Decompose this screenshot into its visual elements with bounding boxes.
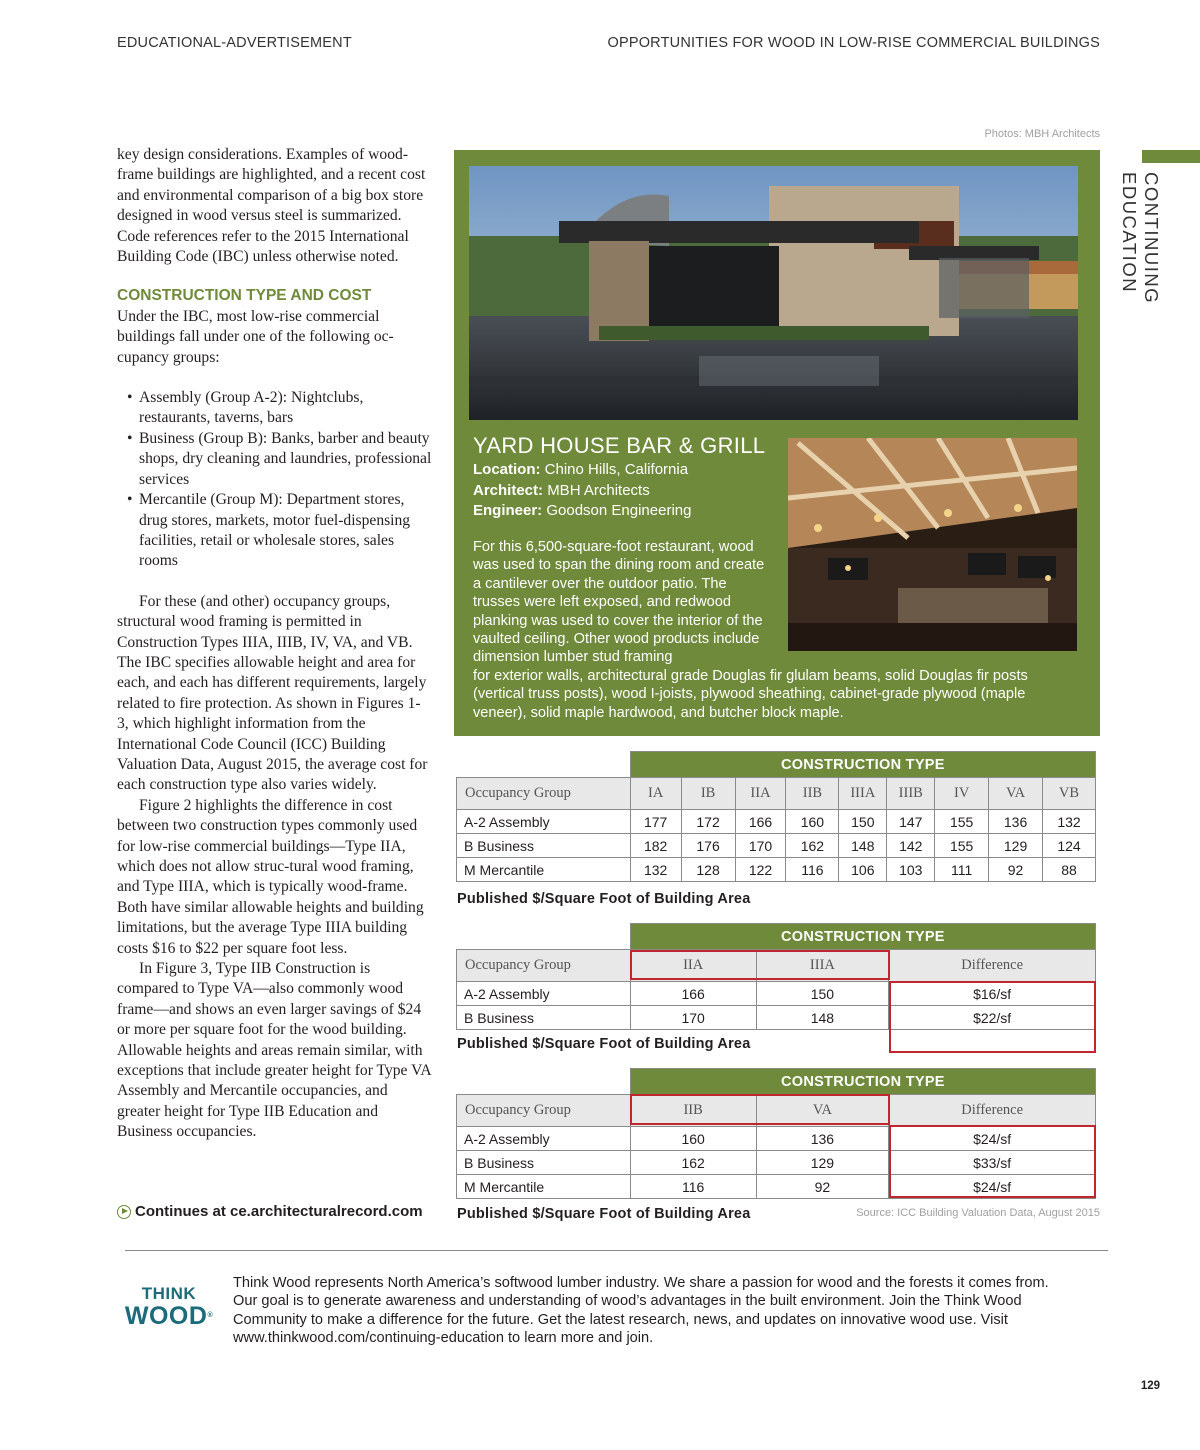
footer-blurb: Think Wood represents North America’s softwood lumber industry. We share a passion for wood and the forests it comes from. Our goal is to generate awareness and understanding of wood’s advantages in the built environment. Join the Think Wood Community to make a difference for the future. Get the latest research, news, and updates on innovative wood use. Visit www.thinkwood.com/continuing-education to learn more and join. xyxy=(233,1275,1049,1346)
table-cell: 116 xyxy=(630,1175,756,1199)
table-cell: A-2 Assembly xyxy=(457,810,631,834)
table-cell: B Business xyxy=(457,1151,631,1175)
column-header: VA xyxy=(989,778,1043,810)
think-wood-logo xyxy=(119,1284,219,1328)
paragraph: Figure 2 highlights the difference in cost between two construction types commonly used for low-rise commercial buildings—Type IIA, which does not allow struc-tural wood framing, and Type IIIA, which is typically wood-frame. Both have similar allowable heights and building limitations, but the average Type IIIA building costs $16 to $22 per square foot less. xyxy=(117,796,424,957)
table-cell: 162 xyxy=(786,834,839,858)
architect-label: Architect: xyxy=(473,481,544,499)
occupancy-list xyxy=(127,388,432,572)
case-study-description xyxy=(473,538,1073,722)
column-header: Occupancy Group xyxy=(457,778,631,810)
location-value: Chino Hills, California xyxy=(544,461,689,478)
column-header: IIA xyxy=(735,778,786,810)
column-header: IIB xyxy=(630,1095,756,1127)
table-header-row xyxy=(457,778,1096,810)
continues-link[interactable] xyxy=(117,1203,423,1220)
table-row xyxy=(457,858,1096,882)
case-study-credits xyxy=(473,460,691,522)
page-number: 129 xyxy=(1140,1380,1160,1392)
table-cell: 147 xyxy=(887,810,935,834)
list-item: • Assembly (Group A-2): Nightclubs, restaurants, taverns, bars xyxy=(127,388,432,429)
paragraph: For these (and other) occupancy groups, structural wood framing is permitted in Construction Types IIIA, IIIB, IV, VA, and VB. The IBC specifies allowable height and area for each, and each has different requirements, largely related to fire protection. As shown in Figures 1-3, which highlight information from the International Code Council (ICC) Building Valuation Data, August 2015, the average cost for each construction type also varies widely. xyxy=(117,592,428,794)
table-cell: 150 xyxy=(756,982,889,1006)
column-header: IIIA xyxy=(839,778,887,810)
table-cell: 106 xyxy=(839,858,887,882)
play-arrow-icon xyxy=(117,1205,131,1219)
table-cell: 172 xyxy=(681,810,735,834)
table-cell: 129 xyxy=(989,834,1043,858)
column-header: IA xyxy=(630,778,681,810)
table-cell: 162 xyxy=(630,1151,756,1175)
table-band-header: CONSTRUCTION TYPE xyxy=(630,1069,1095,1095)
article-intro: key design considerations. Examples of wood-frame buildings are highlighted, and a recent cost and environmental comparison of a big box store designed in wood versus steel is summarized. Code references refer to the 2015 International Building Code (IBC) unless otherwise noted. xyxy=(117,146,426,266)
highlight-box-types xyxy=(630,1094,890,1125)
table-cell: 150 xyxy=(839,810,887,834)
table-cell: 170 xyxy=(630,1006,756,1030)
description-part-2: for exterior walls, architectural grade Douglas fir glulam beams, solid Douglas fir posts (vertical truss posts), wood I-joists, plywood sheathing, cabinet-grade plywood (maple veneer), solid maple hardwood, and butcher block maple. xyxy=(473,667,1028,721)
side-tab-marker xyxy=(1142,150,1200,163)
table-cell: 136 xyxy=(756,1127,889,1151)
column-header: IIA xyxy=(630,950,756,982)
table-cell: $22/sf xyxy=(889,1006,1096,1030)
table-cell: 122 xyxy=(735,858,786,882)
table-caption: Published $/Square Foot of Building Area xyxy=(457,1036,751,1052)
highlight-box-difference xyxy=(889,1125,1096,1198)
table-cell: $16/sf xyxy=(889,982,1096,1006)
table-spacer xyxy=(457,924,631,950)
table-cell: 111 xyxy=(935,858,989,882)
table-cell: 136 xyxy=(989,810,1043,834)
column-header: IV xyxy=(935,778,989,810)
case-study-title: YARD HOUSE BAR & GRILL xyxy=(473,433,766,458)
table-cell: M Mercantile xyxy=(457,858,631,882)
highlight-box-types xyxy=(630,950,890,980)
column-header: IIIA xyxy=(756,950,889,982)
table-cell: 182 xyxy=(630,834,681,858)
table-cell: M Mercantile xyxy=(457,1175,631,1199)
section-heading: CONSTRUCTION TYPE AND COST xyxy=(117,287,372,305)
table-cell: 155 xyxy=(935,810,989,834)
continues-link-text: Continues at ce.architecturalrecord.com xyxy=(135,1203,423,1220)
list-item: • Mercantile (Group M): Department stores, drug stores, markets, motor fuel-dispensing facilities, retail or wholesale stores, sales rooms xyxy=(127,490,432,572)
logo-wood: WOOD xyxy=(124,1302,208,1330)
case-study-panel xyxy=(454,150,1100,736)
table-cell: 176 xyxy=(681,834,735,858)
table-caption: Published $/Square Foot of Building Area xyxy=(457,891,751,907)
column-header: Difference xyxy=(889,1095,1096,1127)
table-band-header: CONSTRUCTION TYPE xyxy=(630,924,1095,950)
column-header: IB xyxy=(681,778,735,810)
table-cell: A-2 Assembly xyxy=(457,1127,631,1151)
table-cell: 166 xyxy=(735,810,786,834)
table-cell: 116 xyxy=(786,858,839,882)
table-cell: B Business xyxy=(457,1006,631,1030)
table-cell: 160 xyxy=(630,1127,756,1151)
table-cell: 129 xyxy=(756,1151,889,1175)
table-cell: 103 xyxy=(887,858,935,882)
table-row xyxy=(457,810,1096,834)
article-body xyxy=(117,145,432,1143)
table-cell: 177 xyxy=(630,810,681,834)
table-cell: $24/sf xyxy=(889,1175,1096,1199)
table-cell: 128 xyxy=(681,858,735,882)
location-label: Location: xyxy=(473,461,541,478)
side-section-label: CONTINUING EDUCATION xyxy=(1119,172,1162,305)
highlight-box-difference xyxy=(889,981,1096,1053)
table-cell: 88 xyxy=(1043,858,1096,882)
source-note: Source: ICC Building Valuation Data, August 2015 xyxy=(856,1207,1100,1219)
table-cell: B Business xyxy=(457,834,631,858)
column-header: Occupancy Group xyxy=(457,950,631,982)
description-part-1: For this 6,500-square-foot restaurant, wood was used to span the dining room and create a cantilever over the outdoor patio. The trusses were left exposed, and redwood planking was used to cover the interior of the vaulted ceiling. Other wood products include dimension lumber stud framing xyxy=(473,539,765,666)
list-item: • Business (Group B): Banks, barber and beauty shops, dry cleaning and laundries, professional services xyxy=(127,429,432,490)
table-caption: Published $/Square Foot of Building Area xyxy=(457,1206,751,1222)
table-cell: 132 xyxy=(1043,810,1096,834)
column-header: Difference xyxy=(889,950,1096,982)
table-cell: 142 xyxy=(887,834,935,858)
footer-divider xyxy=(125,1250,1108,1251)
table-cell: 170 xyxy=(735,834,786,858)
table-spacer xyxy=(457,752,631,778)
table-cell: 160 xyxy=(786,810,839,834)
paragraph: In Figure 3, Type IIB Construction is compared to Type VA—also commonly wood frame—and shows an even larger savings of $24 or more per square foot for the wood building. Allowable heights and areas remain similar, with exceptions that include greater height for Type VA Assembly and Mercantile occupancies, and greater height for Type IIB Education and Business occupancies. xyxy=(117,960,431,1141)
column-header: IIIB xyxy=(887,778,935,810)
table-cell: $33/sf xyxy=(889,1151,1096,1175)
column-header: VB xyxy=(1043,778,1096,810)
column-header: Occupancy Group xyxy=(457,1095,631,1127)
table-row xyxy=(457,834,1096,858)
logo-registered-mark: ® xyxy=(207,1312,214,1319)
table-cell: 124 xyxy=(1043,834,1096,858)
table-cell: 92 xyxy=(989,858,1043,882)
engineer-value: Goodson Engineering xyxy=(546,502,692,519)
table-cell: 132 xyxy=(630,858,681,882)
logo-think: THINK xyxy=(141,1284,197,1303)
header-section-label: EDUCATIONAL-ADVERTISEMENT xyxy=(117,35,352,51)
table-cell: $24/sf xyxy=(889,1127,1096,1151)
table-cell: 148 xyxy=(839,834,887,858)
table-band-header: CONSTRUCTION TYPE xyxy=(630,752,1095,778)
table-spacer xyxy=(457,1069,631,1095)
engineer-label: Engineer: xyxy=(473,502,543,519)
section-intro: Under the IBC, most low-rise commercial buildings fall under one of the following oc-cupancy groups: xyxy=(117,307,394,366)
table-cell: 92 xyxy=(756,1175,889,1199)
table-cell: 155 xyxy=(935,834,989,858)
architect-value: MBH Architects xyxy=(547,481,650,499)
table-cell: 148 xyxy=(756,1006,889,1030)
table-cell: 166 xyxy=(630,982,756,1006)
column-header: IIB xyxy=(786,778,839,810)
header-article-title: OPPORTUNITIES FOR WOOD IN LOW-RISE COMMERCIAL BUILDINGS xyxy=(607,35,1100,51)
restaurant-exterior-photo xyxy=(469,166,1078,420)
cost-table-all-types xyxy=(456,751,1096,882)
photo-credit: Photos: MBH Architects xyxy=(984,128,1100,140)
table-cell: A-2 Assembly xyxy=(457,982,631,1006)
column-header: VA xyxy=(756,1095,889,1127)
